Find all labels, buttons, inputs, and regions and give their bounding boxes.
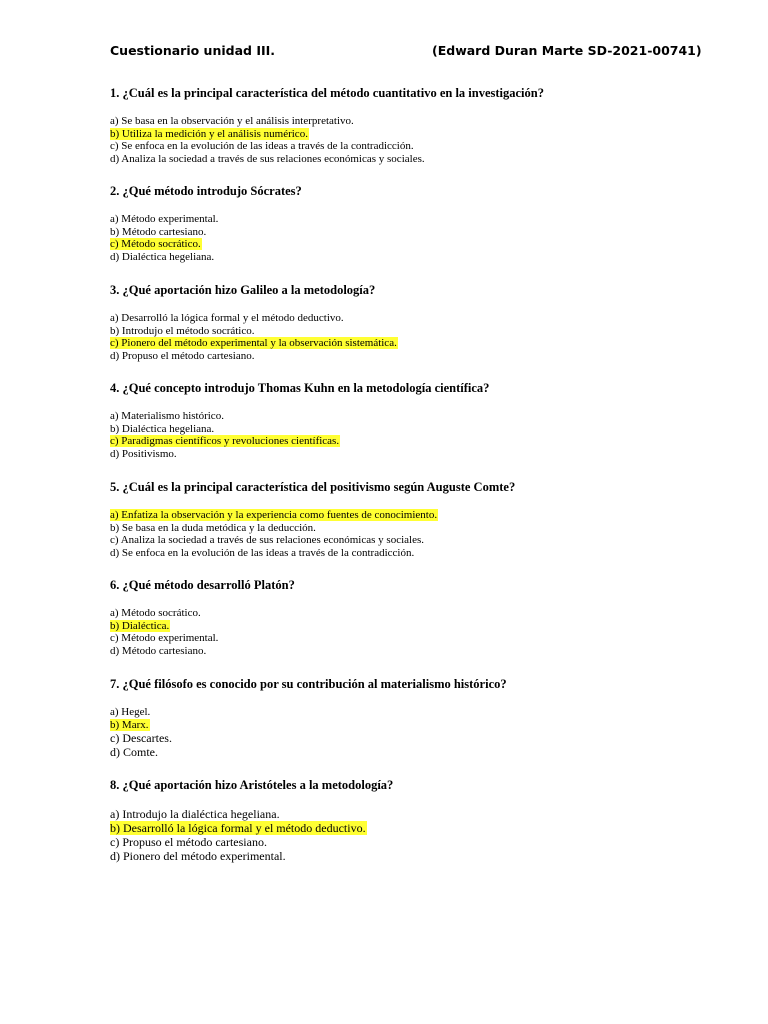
question-title: 6. ¿Qué método desarrolló Platón? bbox=[110, 578, 295, 592]
option-d: d) Dialéctica hegeliana. bbox=[110, 250, 215, 263]
option-d: d) Método cartesiano. bbox=[110, 644, 207, 657]
question-title: 2. ¿Qué método introdujo Sócrates? bbox=[110, 184, 302, 198]
option-a: a) Materialismo histórico. bbox=[110, 410, 224, 422]
question-7 bbox=[110, 677, 670, 759]
question-3 bbox=[110, 283, 670, 362]
option-a: a) Se basa en la observación y el análisis interpretativo. bbox=[110, 115, 354, 127]
option-c-answer: c) Pionero del método experimental y la observación sistemática. bbox=[110, 337, 397, 349]
question-4 bbox=[110, 381, 670, 460]
option-a-answer: a) Enfatiza la observación y la experiencia como fuentes de conocimiento. bbox=[110, 509, 438, 521]
option-c: c) Descartes. bbox=[110, 731, 172, 745]
author-line: (Edward Duran Marte SD-2021-00741) bbox=[432, 43, 702, 58]
option-c: c) Propuso el método cartesiano. bbox=[110, 835, 267, 849]
option-d: d) Propuso el método cartesiano. bbox=[110, 349, 255, 362]
option-a: a) Método socrático. bbox=[110, 607, 201, 619]
option-b: b) Dialéctica hegeliana. bbox=[110, 422, 215, 435]
option-d: d) Positivismo. bbox=[110, 447, 177, 460]
option-b-answer: b) Dialéctica. bbox=[110, 619, 170, 632]
option-a: a) Desarrolló la lógica formal y el método deductivo. bbox=[110, 312, 344, 324]
option-c-answer: c) Paradigmas científicos y revoluciones científicas. bbox=[110, 435, 340, 447]
option-c: c) Analiza la sociedad a través de sus relaciones económicas y sociales. bbox=[110, 534, 424, 546]
question-6 bbox=[110, 578, 670, 657]
option-b: b) Introdujo el método socrático. bbox=[110, 324, 255, 337]
option-list bbox=[110, 312, 670, 362]
option-list bbox=[110, 213, 670, 263]
option-c: c) Se enfoca en la evolución de las ideas a través de la contradicción. bbox=[110, 140, 414, 152]
question-title: 5. ¿Cuál es la principal característica del positivismo según Auguste Comte? bbox=[110, 480, 516, 494]
question-title: 7. ¿Qué filósofo es conocido por su contribución al materialismo histórico? bbox=[110, 677, 507, 691]
question-2 bbox=[110, 184, 670, 263]
option-b: b) Método cartesiano. bbox=[110, 225, 207, 238]
question-title: 1. ¿Cuál es la principal característica del método cuantitativo en la investigación? bbox=[110, 86, 544, 100]
option-list bbox=[110, 115, 670, 165]
option-c: c) Método experimental. bbox=[110, 632, 219, 644]
option-d: d) Se enfoca en la evolución de las ideas a través de la contradicción. bbox=[110, 546, 415, 559]
option-b-answer: b) Desarrolló la lógica formal y el método deductivo. bbox=[110, 821, 366, 835]
option-list bbox=[110, 410, 670, 460]
question-title: 3. ¿Qué aportación hizo Galileo a la metodología? bbox=[110, 283, 376, 297]
question-title: 4. ¿Qué concepto introdujo Thomas Kuhn en la metodología científica? bbox=[110, 381, 490, 395]
document-title: Cuestionario unidad III. bbox=[110, 43, 276, 58]
option-d: d) Analiza la sociedad a través de sus relaciones económicas y sociales. bbox=[110, 152, 425, 165]
option-a: a) Método experimental. bbox=[110, 213, 219, 225]
option-c-answer: c) Método socrático. bbox=[110, 238, 201, 250]
option-list bbox=[110, 509, 670, 559]
option-a: a) Introdujo la dialéctica hegeliana. bbox=[110, 807, 280, 821]
question-8 bbox=[110, 778, 670, 863]
option-b-answer: b) Utiliza la medición y el análisis numérico. bbox=[110, 127, 308, 140]
question-1 bbox=[110, 86, 670, 165]
question-title: 8. ¿Qué aportación hizo Aristóteles a la metodología? bbox=[110, 778, 394, 792]
option-d: d) Pionero del método experimental. bbox=[110, 849, 286, 863]
option-d: d) Comte. bbox=[110, 745, 158, 759]
option-b: b) Se basa en la duda metódica y la deducción. bbox=[110, 521, 316, 534]
option-a: a) Hegel. bbox=[110, 706, 151, 718]
option-list bbox=[110, 607, 670, 657]
question-5 bbox=[110, 480, 670, 559]
option-list bbox=[110, 807, 670, 863]
option-list bbox=[110, 706, 670, 759]
option-b-answer: b) Marx. bbox=[110, 718, 149, 731]
